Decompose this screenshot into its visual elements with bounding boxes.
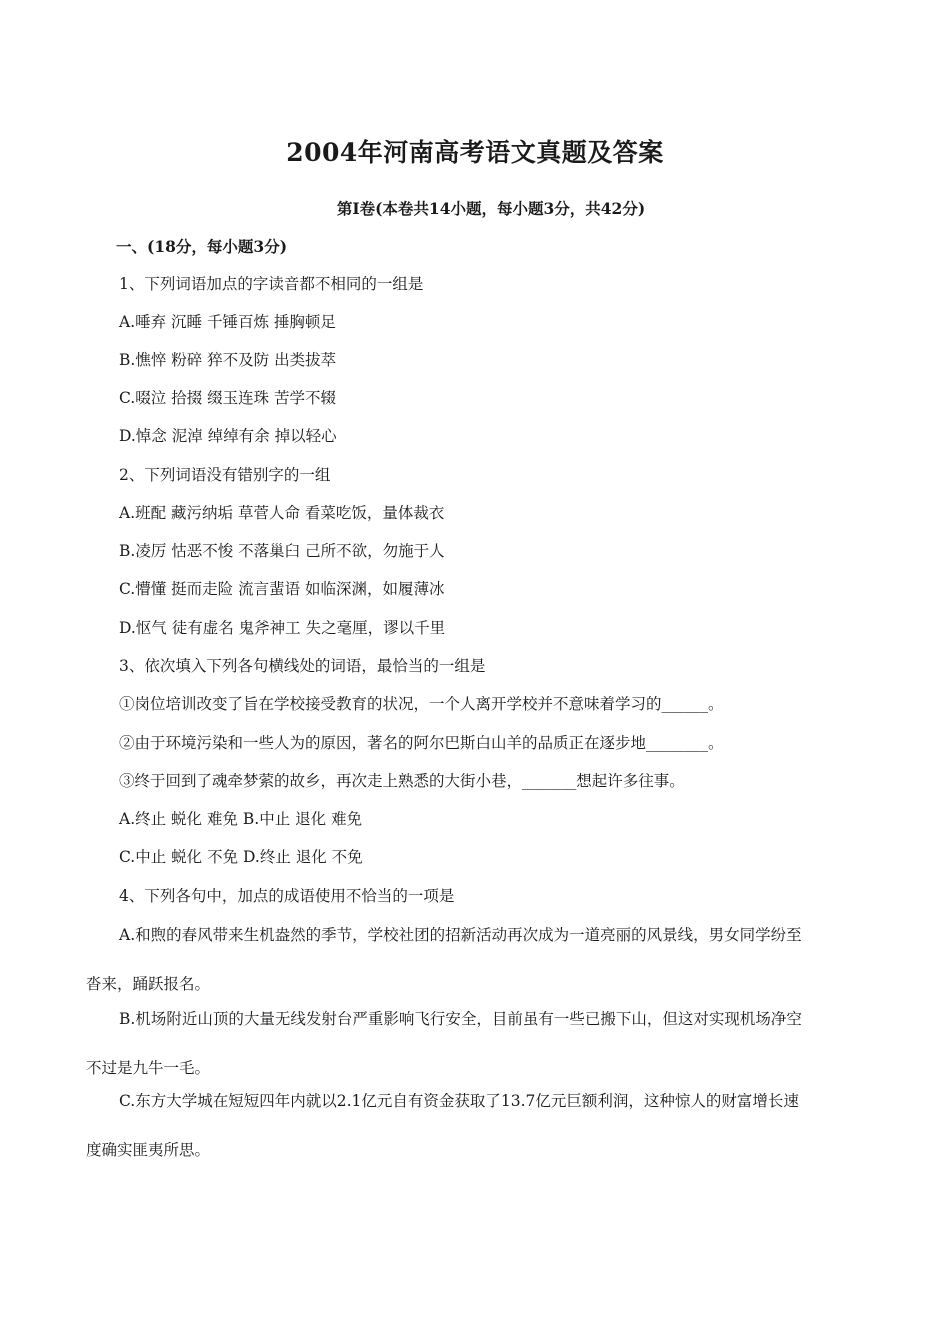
question-3-sentence-3: ③终于回到了魂牵梦萦的故乡，再次走上熟悉的大街小巷，_______想起许多往事。 bbox=[119, 772, 685, 790]
question-4-option-c-line-1: C.东方大学城在短短四年内就以2.1亿元自有资金获取了13.7亿元巨额利润，这种惊人的财富增长速 bbox=[119, 1092, 799, 1110]
question-4-option-a-line-2: 沓来，踊跃报名。 bbox=[86, 975, 211, 993]
question-1-option-b: B.憔悴 粉碎 猝不及防 出类拔萃 bbox=[119, 351, 337, 369]
question-3-sentence-1: ①岗位培训改变了旨在学校接受教育的状况，一个人离开学校并不意味着学习的______。 bbox=[119, 695, 724, 713]
question-2-stem: 2、下列词语没有错别字的一组 bbox=[119, 466, 331, 484]
question-4-option-b-line-1: B.机场附近山顶的大量无线发射台严重影响飞行安全，目前虽有一些已搬下山，但这对实现机场净空 bbox=[119, 1010, 802, 1028]
question-4-option-b bbox=[86, 1008, 864, 1079]
question-2-option-d: D.怄气 徒有虚名 鬼斧神工 失之毫厘，谬以千里 bbox=[119, 619, 446, 637]
question-4-stem: 4、下列各句中，加点的成语使用不恰当的一项是 bbox=[119, 887, 455, 905]
question-2-option-a: A.班配 藏污纳垢 草菅人命 看菜吃饭，量体裁衣 bbox=[119, 504, 445, 522]
question-2-option-b: B.凌厉 怙恶不悛 不落巢臼 己所不欲，勿施于人 bbox=[119, 542, 445, 560]
question-3-options-cd: C.中止 蜕化 不免 D.终止 退化 不免 bbox=[119, 848, 363, 866]
question-4-option-b-line-2: 不过是九牛一毛。 bbox=[86, 1059, 211, 1077]
question-1-option-d: D.悼念 泥淖 绰绰有余 掉以轻心 bbox=[119, 427, 337, 445]
volume-subtitle: 第Ⅰ卷(本卷共14小题，每小题3分，共42分) bbox=[336, 199, 646, 218]
question-4-option-a bbox=[86, 924, 864, 995]
question-4-option-c bbox=[86, 1090, 864, 1161]
question-2-option-c: C.懵懂 挺而走险 流言蜚语 如临深渊，如履薄冰 bbox=[119, 580, 445, 598]
question-3-sentence-2: ②由于环境污染和一些人为的原因，著名的阿尔巴斯白山羊的品质正在逐步地________。 bbox=[119, 734, 724, 752]
question-1-option-c: C.啜泣 拾掇 缀玉连珠 苦学不辍 bbox=[119, 389, 337, 407]
question-1-option-a: A.唾弃 沉睡 千锤百炼 捶胸顿足 bbox=[119, 313, 336, 331]
question-4-option-a-line-1: A.和煦的春风带来生机盎然的季节，学校社团的招新活动再次成为一道亮丽的风景线，男女同学纷至 bbox=[119, 926, 802, 944]
question-3-stem: 3、依次填入下列各句横线处的词语，最恰当的一组是 bbox=[119, 657, 486, 675]
question-1-stem: 1、下列词语加点的字读音都不相同的一组是 bbox=[119, 275, 424, 293]
question-3-options-ab: A.终止 蜕化 难免 B.中止 退化 难免 bbox=[119, 810, 363, 828]
page-title: 2004年河南高考语文真题及答案 bbox=[286, 138, 664, 167]
section-heading: 一、(18分，每小题3分) bbox=[116, 237, 288, 256]
question-4-option-c-line-2: 度确实匪夷所思。 bbox=[86, 1141, 211, 1159]
